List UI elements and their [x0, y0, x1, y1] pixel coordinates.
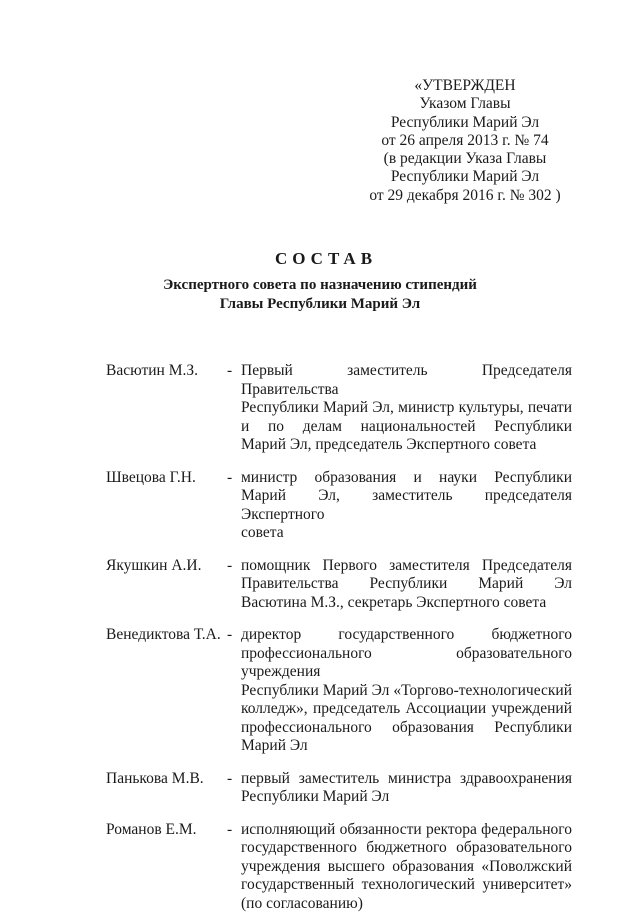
position-line: Первый заместитель Председателя Правительства — [241, 362, 572, 399]
position-line: Марий Эл, председатель Экспертного совета — [241, 436, 572, 455]
members-list — [106, 362, 572, 913]
subtitle-line: Экспертного совета по назначению стипендий — [0, 276, 640, 295]
document-title: СОСТАВ — [0, 249, 640, 269]
member-position — [241, 362, 572, 455]
position-line: Республики Марий Эл — [241, 788, 572, 807]
position-line: Васютина М.З., секретарь Экспертного совета — [241, 594, 572, 613]
position-line: исполняющий обязанности ректора федерального — [241, 821, 572, 840]
member-entry — [106, 557, 572, 613]
position-line: государственный технологический университет» — [241, 876, 572, 895]
member-dash: - — [227, 469, 232, 488]
position-line: директор государственного бюджетного — [241, 626, 572, 645]
member-dash: - — [227, 626, 232, 645]
member-name: Швецова Г.Н. — [106, 469, 196, 488]
position-line: совета — [241, 524, 572, 543]
subtitle-line: Главы Республики Марий Эл — [0, 295, 640, 314]
position-line: Марий Эл, заместитель председателя Экспертного — [241, 487, 572, 524]
document-subtitle — [0, 276, 640, 314]
position-line: первый заместитель министра здравоохранения — [241, 770, 572, 789]
approval-line: Республики Марий Эл — [355, 114, 575, 132]
approval-line: Республики Марий Эл — [355, 168, 575, 186]
member-dash: - — [227, 770, 232, 789]
position-line: профессионального образовательного учреждения — [241, 645, 572, 682]
member-dash: - — [227, 821, 232, 840]
position-line: (по согласованию) — [241, 895, 572, 913]
member-dash: - — [227, 557, 232, 576]
position-line: Марий Эл — [241, 737, 572, 756]
position-line: министр образования и науки Республики — [241, 469, 572, 488]
member-name: Панькова М.В. — [106, 770, 204, 789]
approval-line: от 29 декабря 2016 г. № 302 ) — [355, 187, 575, 205]
member-name: Венедиктова Т.А. — [106, 626, 221, 645]
position-line: профессионального образования Республики — [241, 719, 572, 738]
position-line: помощник Первого заместителя Председателя — [241, 557, 572, 576]
member-entry — [106, 626, 572, 756]
position-line: государственного бюджетного образовательного — [241, 839, 572, 858]
member-name: Васютин М.З. — [106, 362, 198, 381]
position-line: учреждения высшего образования «Поволжский — [241, 858, 572, 877]
position-line: и по делам национальностей Республики — [241, 418, 572, 437]
member-position — [241, 626, 572, 756]
member-entry — [106, 362, 572, 455]
approval-line: от 26 апреля 2013 г. № 74 — [355, 132, 575, 150]
position-line: Республики Марий Эл, министр культуры, печати — [241, 399, 572, 418]
member-position — [241, 557, 572, 613]
member-name: Романов Е.М. — [106, 821, 197, 840]
member-position — [241, 770, 572, 807]
member-name: Якушкин А.И. — [106, 557, 201, 576]
position-line: Правительства Республики Марий Эл — [241, 575, 572, 594]
member-entry — [106, 770, 572, 807]
member-position — [241, 469, 572, 543]
approval-line: (в редакции Указа Главы — [355, 150, 575, 168]
member-entry — [106, 821, 572, 913]
member-entry — [106, 469, 572, 543]
approval-stamp — [355, 77, 575, 205]
approval-line: Указом Главы — [355, 95, 575, 113]
member-position — [241, 821, 572, 913]
position-line: Республики Марий Эл «Торгово-технологический — [241, 682, 572, 701]
member-dash: - — [227, 362, 232, 381]
position-line: колледж», председатель Ассоциации учреждений — [241, 700, 572, 719]
approval-line: «УТВЕРЖДЕН — [355, 77, 575, 95]
